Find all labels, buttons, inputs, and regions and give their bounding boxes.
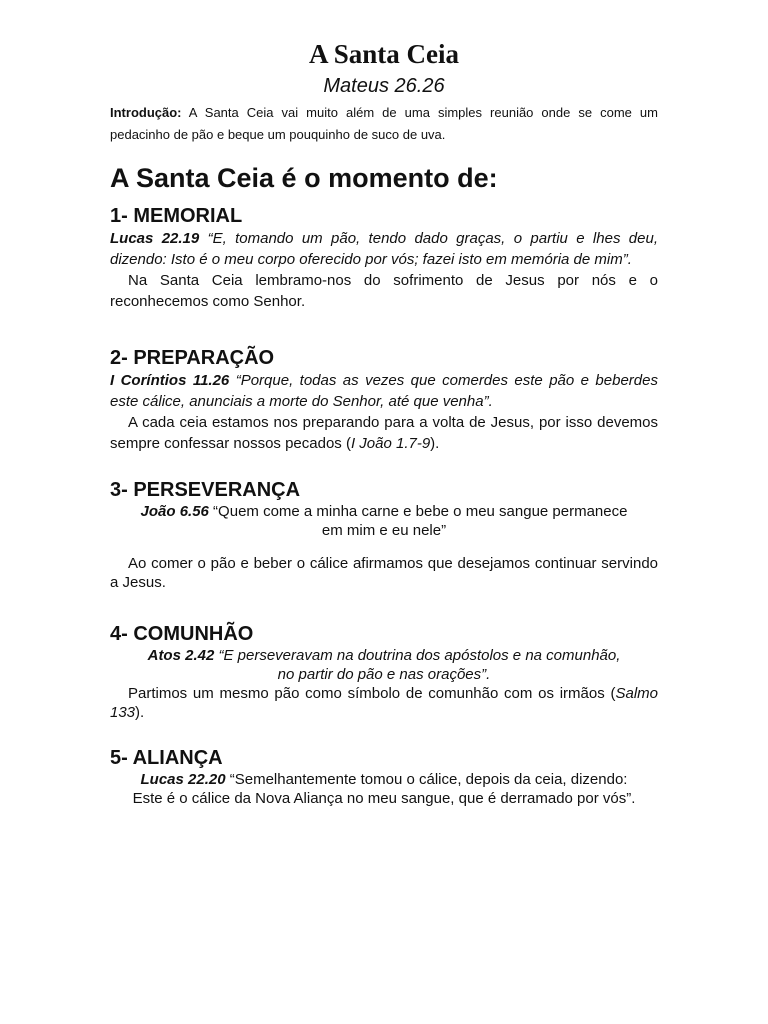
verse-text: “Semelhantemente tomou o cálice, depois da ceia, dizendo: Este é o cálice da Nova Aliança no meu sangue, que é derramado por vós”. (132, 771, 636, 807)
verse-quote (110, 502, 658, 540)
paragraph-text-end: ). (430, 435, 440, 452)
section-title: 1- MEMORIAL (110, 205, 243, 227)
verse-text: “Quem come a minha carne e bebe o meu sangue permanece em mim e eu nele” (208, 503, 628, 539)
section-title: 3- PERSEVERANÇA (110, 479, 301, 501)
intro-text: A Santa Ceia vai muito além de uma simples reunião onde se come um pedacinho de pão e beque um pouquinho de suco de uva. (110, 105, 658, 142)
section-title: 5- ALIANÇA (110, 747, 223, 769)
verse-text: “E perseveravam na doutrina dos apóstolos e na comunhão, no partir do pão e nas orações”. (214, 647, 621, 683)
section-comunhao (110, 622, 658, 722)
intro-paragraph (110, 102, 658, 146)
document-page (110, 36, 658, 808)
paragraph-reference: Salmo 133 (110, 685, 658, 721)
paragraph-text-end: ). (135, 704, 145, 721)
page-subtitle: Mateus 26.26 (323, 75, 445, 97)
verse-reference: João 6.56 (140, 503, 209, 520)
paragraph-text: A cada ceia estamos nos preparando para a volta de Jesus, por isso devemos sempre confessar nossos pecados ( (110, 414, 658, 452)
section-paragraph: Ao comer o pão e beber o cálice afirmamos que desejamos continuar servindo a Jesus. (110, 555, 658, 591)
section-paragraph: Na Santa Ceia lembramo-nos do sofrimento de Jesus por nós e o reconhecemos como Senhor. (110, 272, 658, 310)
verse-quote (110, 646, 658, 684)
verse-reference: Atos 2.42 (147, 647, 215, 664)
section-perseveranca (110, 478, 658, 592)
section-paragraph (110, 684, 658, 722)
section-paragraph (110, 412, 658, 454)
paragraph-text: Partimos um mesmo pão como símbolo de comunhão com os irmãos ( (128, 685, 616, 702)
section-preparacao (110, 346, 658, 454)
intro-label: Introdução: (110, 105, 182, 120)
verse-text: “Porque, todas as vezes que comerdes este pão e beberdes este cálice, anunciais a morte do Senhor, até que venha”. (110, 372, 658, 410)
section-title: 2- PREPARAÇÃO (110, 347, 275, 369)
verse-quote (110, 370, 658, 412)
verse-reference: Lucas 22.19 (110, 230, 200, 247)
verse-reference: Lucas 22.20 (140, 771, 226, 788)
verse-text: “E, tomando um pão, tendo dado graças, o partiu e lhes deu, dizendo: Isto é o meu corpo oferecido por vós; fazei isto em memória de mim”. (110, 230, 658, 268)
verse-reference: I Coríntios 11.26 (110, 372, 230, 389)
verse-quote (110, 770, 658, 808)
verse-quote (110, 228, 658, 270)
section-memorial (110, 204, 658, 312)
section-title: 4- COMUNHÃO (110, 623, 254, 645)
main-heading: A Santa Ceia é o momento de: (110, 163, 498, 193)
section-alianca (110, 746, 658, 808)
paragraph-reference: I João 1.7-9 (350, 435, 431, 452)
page-title: A Santa Ceia (308, 39, 460, 69)
